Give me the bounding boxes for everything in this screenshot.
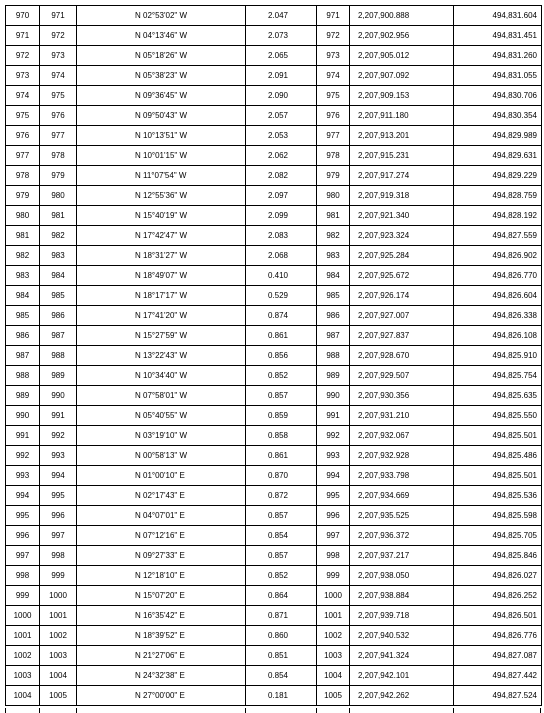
bearing-cell: N 07°58'01" W (77, 386, 246, 406)
station-from-cell: 997 (6, 546, 40, 566)
station-to-cell: 976 (40, 106, 77, 126)
vertex-cell: 1000 (317, 586, 350, 606)
x-coordinate-cell: 494,825.536 (454, 486, 542, 506)
table-body (6, 6, 542, 706)
table-row (6, 646, 542, 666)
distance-cell: 0.854 (246, 666, 317, 686)
x-coordinate-cell: 494,825.705 (454, 526, 542, 546)
vertex-cell: 988 (317, 346, 350, 366)
distance-cell: 0.861 (246, 326, 317, 346)
station-from-cell: 983 (6, 266, 40, 286)
bearing-cell: N 10°01'15" W (77, 146, 246, 166)
x-coordinate-cell: 494,829.229 (454, 166, 542, 186)
vertex-cell: 974 (317, 66, 350, 86)
x-coordinate-cell: 494,831.055 (454, 66, 542, 86)
x-coordinate-cell: 494,829.989 (454, 126, 542, 146)
x-coordinate-cell: 494,826.108 (454, 326, 542, 346)
distance-cell: 2.065 (246, 46, 317, 66)
station-to-cell: 1004 (40, 666, 77, 686)
vertex-cell: 985 (317, 286, 350, 306)
station-to-cell: 977 (40, 126, 77, 146)
x-coordinate-cell: 494,825.501 (454, 426, 542, 446)
x-coordinate-cell: 494,826.604 (454, 286, 542, 306)
distance-cell: 0.857 (246, 546, 317, 566)
y-coordinate-cell: 2,207,919.318 (350, 186, 454, 206)
x-coordinate-cell: 494,829.631 (454, 146, 542, 166)
vertex-cell: 1002 (317, 626, 350, 646)
vertex-cell: 997 (317, 526, 350, 546)
station-to-cell: 995 (40, 486, 77, 506)
station-to-cell: 992 (40, 426, 77, 446)
table-row (6, 426, 542, 446)
table-row (6, 486, 542, 506)
station-to-cell: 982 (40, 226, 77, 246)
y-coordinate-cell: 2,207,942.101 (350, 666, 454, 686)
bearing-cell: N 15°07'20" E (77, 586, 246, 606)
vertex-cell: 1003 (317, 646, 350, 666)
station-from-cell: 993 (6, 466, 40, 486)
x-coordinate-cell: 494,826.027 (454, 566, 542, 586)
station-to-cell: 973 (40, 46, 77, 66)
bearing-cell: N 09°27'33" E (77, 546, 246, 566)
table-row (6, 606, 542, 626)
distance-cell: 2.057 (246, 106, 317, 126)
distance-cell: 0.870 (246, 466, 317, 486)
table-row (6, 446, 542, 466)
x-coordinate-cell: 494,830.354 (454, 106, 542, 126)
vertex-cell: 981 (317, 206, 350, 226)
y-coordinate-cell: 2,207,939.718 (350, 606, 454, 626)
y-coordinate-cell: 2,207,917.274 (350, 166, 454, 186)
y-coordinate-cell: 2,207,909.153 (350, 86, 454, 106)
vertex-cell: 983 (317, 246, 350, 266)
x-coordinate-cell: 494,831.260 (454, 46, 542, 66)
table-row (6, 366, 542, 386)
vertex-cell: 995 (317, 486, 350, 506)
vertex-cell: 989 (317, 366, 350, 386)
y-coordinate-cell: 2,207,907.092 (350, 66, 454, 86)
vertex-cell: 973 (317, 46, 350, 66)
station-from-cell: 979 (6, 186, 40, 206)
bearing-cell: N 12°18'10" E (77, 566, 246, 586)
vertex-cell: 990 (317, 386, 350, 406)
table-row (6, 466, 542, 486)
x-coordinate-cell: 494,825.754 (454, 366, 542, 386)
distance-cell: 2.053 (246, 126, 317, 146)
bottom-strip (0, 708, 544, 713)
x-coordinate-cell: 494,827.559 (454, 226, 542, 246)
station-to-cell: 998 (40, 546, 77, 566)
station-from-cell: 992 (6, 446, 40, 466)
station-from-cell: 985 (6, 306, 40, 326)
vertex-cell: 1004 (317, 666, 350, 686)
station-from-cell: 1003 (6, 666, 40, 686)
bearing-cell: N 18°39'52" E (77, 626, 246, 646)
table-row (6, 686, 542, 706)
y-coordinate-cell: 2,207,911.180 (350, 106, 454, 126)
x-coordinate-cell: 494,830.706 (454, 86, 542, 106)
distance-cell: 0.857 (246, 506, 317, 526)
distance-cell: 0.410 (246, 266, 317, 286)
y-coordinate-cell: 2,207,941.324 (350, 646, 454, 666)
bearing-cell: N 24°32'38" E (77, 666, 246, 686)
distance-cell: 0.852 (246, 566, 317, 586)
table-row (6, 6, 542, 26)
vertex-cell: 976 (317, 106, 350, 126)
bearing-cell: N 04°07'01" E (77, 506, 246, 526)
table-row (6, 666, 542, 686)
bearing-cell: N 02°17'43" E (77, 486, 246, 506)
vertex-cell: 999 (317, 566, 350, 586)
distance-cell: 0.856 (246, 346, 317, 366)
table-row (6, 506, 542, 526)
vertex-cell: 998 (317, 546, 350, 566)
station-to-cell: 971 (40, 6, 77, 26)
station-to-cell: 985 (40, 286, 77, 306)
vertex-cell: 975 (317, 86, 350, 106)
y-coordinate-cell: 2,207,929.507 (350, 366, 454, 386)
y-coordinate-cell: 2,207,942.262 (350, 686, 454, 706)
distance-cell: 0.529 (246, 286, 317, 306)
vertex-cell: 980 (317, 186, 350, 206)
station-to-cell: 1002 (40, 626, 77, 646)
station-from-cell: 980 (6, 206, 40, 226)
x-coordinate-cell: 494,826.252 (454, 586, 542, 606)
bearing-cell: N 16°35'42" E (77, 606, 246, 626)
station-from-cell: 987 (6, 346, 40, 366)
table-row (6, 166, 542, 186)
station-from-cell: 1001 (6, 626, 40, 646)
distance-cell: 0.861 (246, 446, 317, 466)
y-coordinate-cell: 2,207,927.007 (350, 306, 454, 326)
y-coordinate-cell: 2,207,932.067 (350, 426, 454, 446)
vertex-cell: 982 (317, 226, 350, 246)
distance-cell: 2.099 (246, 206, 317, 226)
table-row (6, 146, 542, 166)
bearing-cell: N 05°18'26" W (77, 46, 246, 66)
y-coordinate-cell: 2,207,930.356 (350, 386, 454, 406)
station-from-cell: 995 (6, 506, 40, 526)
bearing-cell: N 15°40'19" W (77, 206, 246, 226)
y-coordinate-cell: 2,207,923.324 (350, 226, 454, 246)
station-to-cell: 991 (40, 406, 77, 426)
y-coordinate-cell: 2,207,926.174 (350, 286, 454, 306)
bearing-cell: N 17°41'20" W (77, 306, 246, 326)
x-coordinate-cell: 494,826.776 (454, 626, 542, 646)
x-coordinate-cell: 494,825.598 (454, 506, 542, 526)
x-coordinate-cell: 494,828.192 (454, 206, 542, 226)
bearing-cell: N 21°27'06" E (77, 646, 246, 666)
y-coordinate-cell: 2,207,925.284 (350, 246, 454, 266)
distance-cell: 2.073 (246, 26, 317, 46)
station-to-cell: 974 (40, 66, 77, 86)
table-row (6, 286, 542, 306)
y-coordinate-cell: 2,207,936.372 (350, 526, 454, 546)
vertex-cell: 984 (317, 266, 350, 286)
y-coordinate-cell: 2,207,938.050 (350, 566, 454, 586)
y-coordinate-cell: 2,207,921.340 (350, 206, 454, 226)
y-coordinate-cell: 2,207,925.672 (350, 266, 454, 286)
station-to-cell: 980 (40, 186, 77, 206)
station-from-cell: 991 (6, 426, 40, 446)
bearing-cell: N 15°27'59" W (77, 326, 246, 346)
distance-cell: 0.181 (246, 686, 317, 706)
x-coordinate-cell: 494,831.604 (454, 6, 542, 26)
bearing-cell: N 17°42'47" W (77, 226, 246, 246)
station-from-cell: 986 (6, 326, 40, 346)
distance-cell: 0.874 (246, 306, 317, 326)
station-to-cell: 990 (40, 386, 77, 406)
x-coordinate-cell: 494,825.846 (454, 546, 542, 566)
station-from-cell: 988 (6, 366, 40, 386)
y-coordinate-cell: 2,207,937.217 (350, 546, 454, 566)
vertex-cell: 1005 (317, 686, 350, 706)
station-to-cell: 1003 (40, 646, 77, 666)
x-coordinate-cell: 494,825.501 (454, 466, 542, 486)
vertex-cell: 972 (317, 26, 350, 46)
distance-cell: 2.062 (246, 146, 317, 166)
vertex-cell: 986 (317, 306, 350, 326)
distance-cell: 2.090 (246, 86, 317, 106)
station-to-cell: 993 (40, 446, 77, 466)
y-coordinate-cell: 2,207,934.669 (350, 486, 454, 506)
distance-cell: 2.091 (246, 66, 317, 86)
coordinate-table (5, 5, 542, 706)
table-row (6, 226, 542, 246)
bearing-cell: N 02°53'02" W (77, 6, 246, 26)
y-coordinate-cell: 2,207,940.532 (350, 626, 454, 646)
vertex-cell: 996 (317, 506, 350, 526)
bearing-cell: N 12°55'36" W (77, 186, 246, 206)
vertex-cell: 991 (317, 406, 350, 426)
table-row (6, 246, 542, 266)
x-coordinate-cell: 494,826.501 (454, 606, 542, 626)
y-coordinate-cell: 2,207,935.525 (350, 506, 454, 526)
vertex-cell: 978 (317, 146, 350, 166)
station-from-cell: 996 (6, 526, 40, 546)
bearing-cell: N 04°13'46" W (77, 26, 246, 46)
bearing-cell: N 18°31'27" W (77, 246, 246, 266)
station-from-cell: 994 (6, 486, 40, 506)
distance-cell: 0.859 (246, 406, 317, 426)
y-coordinate-cell: 2,207,900.888 (350, 6, 454, 26)
station-from-cell: 1000 (6, 606, 40, 626)
table-row (6, 106, 542, 126)
table-row (6, 206, 542, 226)
distance-cell: 0.851 (246, 646, 317, 666)
bearing-cell: N 00°58'13" W (77, 446, 246, 466)
distance-cell: 2.082 (246, 166, 317, 186)
table-row (6, 46, 542, 66)
y-coordinate-cell: 2,207,928.670 (350, 346, 454, 366)
y-coordinate-cell: 2,207,915.231 (350, 146, 454, 166)
table-row (6, 266, 542, 286)
vertex-cell: 992 (317, 426, 350, 446)
table-row (6, 546, 542, 566)
distance-cell: 0.871 (246, 606, 317, 626)
station-to-cell: 975 (40, 86, 77, 106)
bearing-cell: N 11°07'54" W (77, 166, 246, 186)
station-to-cell: 989 (40, 366, 77, 386)
station-to-cell: 997 (40, 526, 77, 546)
station-from-cell: 974 (6, 86, 40, 106)
station-from-cell: 990 (6, 406, 40, 426)
station-from-cell: 982 (6, 246, 40, 266)
station-from-cell: 970 (6, 6, 40, 26)
bearing-cell: N 18°17'17" W (77, 286, 246, 306)
table-row (6, 406, 542, 426)
y-coordinate-cell: 2,207,931.210 (350, 406, 454, 426)
table-row (6, 586, 542, 606)
table-row (6, 26, 542, 46)
x-coordinate-cell: 494,825.910 (454, 346, 542, 366)
table-row (6, 306, 542, 326)
x-coordinate-cell: 494,827.442 (454, 666, 542, 686)
bearing-cell: N 09°50'43" W (77, 106, 246, 126)
x-coordinate-cell: 494,826.338 (454, 306, 542, 326)
table-row (6, 386, 542, 406)
bearing-cell: N 07°12'16" E (77, 526, 246, 546)
station-from-cell: 981 (6, 226, 40, 246)
station-to-cell: 988 (40, 346, 77, 366)
bearing-cell: N 05°40'55" W (77, 406, 246, 426)
bearing-cell: N 03°19'10" W (77, 426, 246, 446)
station-from-cell: 984 (6, 286, 40, 306)
vertex-cell: 994 (317, 466, 350, 486)
station-from-cell: 977 (6, 146, 40, 166)
station-to-cell: 984 (40, 266, 77, 286)
table-row (6, 326, 542, 346)
table-row (6, 626, 542, 646)
y-coordinate-cell: 2,207,933.798 (350, 466, 454, 486)
station-to-cell: 983 (40, 246, 77, 266)
table-row (6, 526, 542, 546)
bearing-cell: N 18°49'07" W (77, 266, 246, 286)
distance-cell: 0.860 (246, 626, 317, 646)
station-to-cell: 1001 (40, 606, 77, 626)
station-from-cell: 998 (6, 566, 40, 586)
bearing-cell: N 10°13'51" W (77, 126, 246, 146)
station-to-cell: 999 (40, 566, 77, 586)
distance-cell: 0.872 (246, 486, 317, 506)
distance-cell: 2.047 (246, 6, 317, 26)
y-coordinate-cell: 2,207,932.928 (350, 446, 454, 466)
station-from-cell: 1004 (6, 686, 40, 706)
y-coordinate-cell: 2,207,927.837 (350, 326, 454, 346)
x-coordinate-cell: 494,825.635 (454, 386, 542, 406)
table-row (6, 66, 542, 86)
x-coordinate-cell: 494,825.486 (454, 446, 542, 466)
station-to-cell: 987 (40, 326, 77, 346)
table-row (6, 566, 542, 586)
distance-cell: 0.857 (246, 386, 317, 406)
station-to-cell: 981 (40, 206, 77, 226)
y-coordinate-cell: 2,207,938.884 (350, 586, 454, 606)
x-coordinate-cell: 494,826.902 (454, 246, 542, 266)
bearing-cell: N 10°34'40" W (77, 366, 246, 386)
x-coordinate-cell: 494,828.759 (454, 186, 542, 206)
station-from-cell: 972 (6, 46, 40, 66)
station-from-cell: 999 (6, 586, 40, 606)
distance-cell: 0.858 (246, 426, 317, 446)
station-to-cell: 986 (40, 306, 77, 326)
y-coordinate-cell: 2,207,905.012 (350, 46, 454, 66)
vertex-cell: 979 (317, 166, 350, 186)
station-from-cell: 1002 (6, 646, 40, 666)
station-from-cell: 975 (6, 106, 40, 126)
station-to-cell: 979 (40, 166, 77, 186)
bearing-cell: N 13°22'43" W (77, 346, 246, 366)
station-from-cell: 971 (6, 26, 40, 46)
distance-cell: 0.864 (246, 586, 317, 606)
station-to-cell: 972 (40, 26, 77, 46)
bearing-cell: N 27°00'00" E (77, 686, 246, 706)
x-coordinate-cell: 494,825.550 (454, 406, 542, 426)
bearing-cell: N 01°00'10" E (77, 466, 246, 486)
vertex-cell: 993 (317, 446, 350, 466)
table-row (6, 126, 542, 146)
vertex-cell: 977 (317, 126, 350, 146)
distance-cell: 2.083 (246, 226, 317, 246)
station-from-cell: 973 (6, 66, 40, 86)
vertex-cell: 971 (317, 6, 350, 26)
station-to-cell: 978 (40, 146, 77, 166)
station-from-cell: 978 (6, 166, 40, 186)
distance-cell: 0.854 (246, 526, 317, 546)
vertex-cell: 987 (317, 326, 350, 346)
station-to-cell: 996 (40, 506, 77, 526)
x-coordinate-cell: 494,827.087 (454, 646, 542, 666)
table-row (6, 86, 542, 106)
station-to-cell: 1000 (40, 586, 77, 606)
bearing-cell: N 09°36'45" W (77, 86, 246, 106)
station-to-cell: 994 (40, 466, 77, 486)
distance-cell: 2.097 (246, 186, 317, 206)
station-from-cell: 989 (6, 386, 40, 406)
station-to-cell: 1005 (40, 686, 77, 706)
x-coordinate-cell: 494,826.770 (454, 266, 542, 286)
table-row (6, 346, 542, 366)
y-coordinate-cell: 2,207,913.201 (350, 126, 454, 146)
vertex-cell: 1001 (317, 606, 350, 626)
y-coordinate-cell: 2,207,902.956 (350, 26, 454, 46)
x-coordinate-cell: 494,831.451 (454, 26, 542, 46)
bearing-cell: N 05°38'23" W (77, 66, 246, 86)
distance-cell: 0.852 (246, 366, 317, 386)
distance-cell: 2.068 (246, 246, 317, 266)
x-coordinate-cell: 494,827.524 (454, 686, 542, 706)
table-row (6, 186, 542, 206)
station-from-cell: 976 (6, 126, 40, 146)
